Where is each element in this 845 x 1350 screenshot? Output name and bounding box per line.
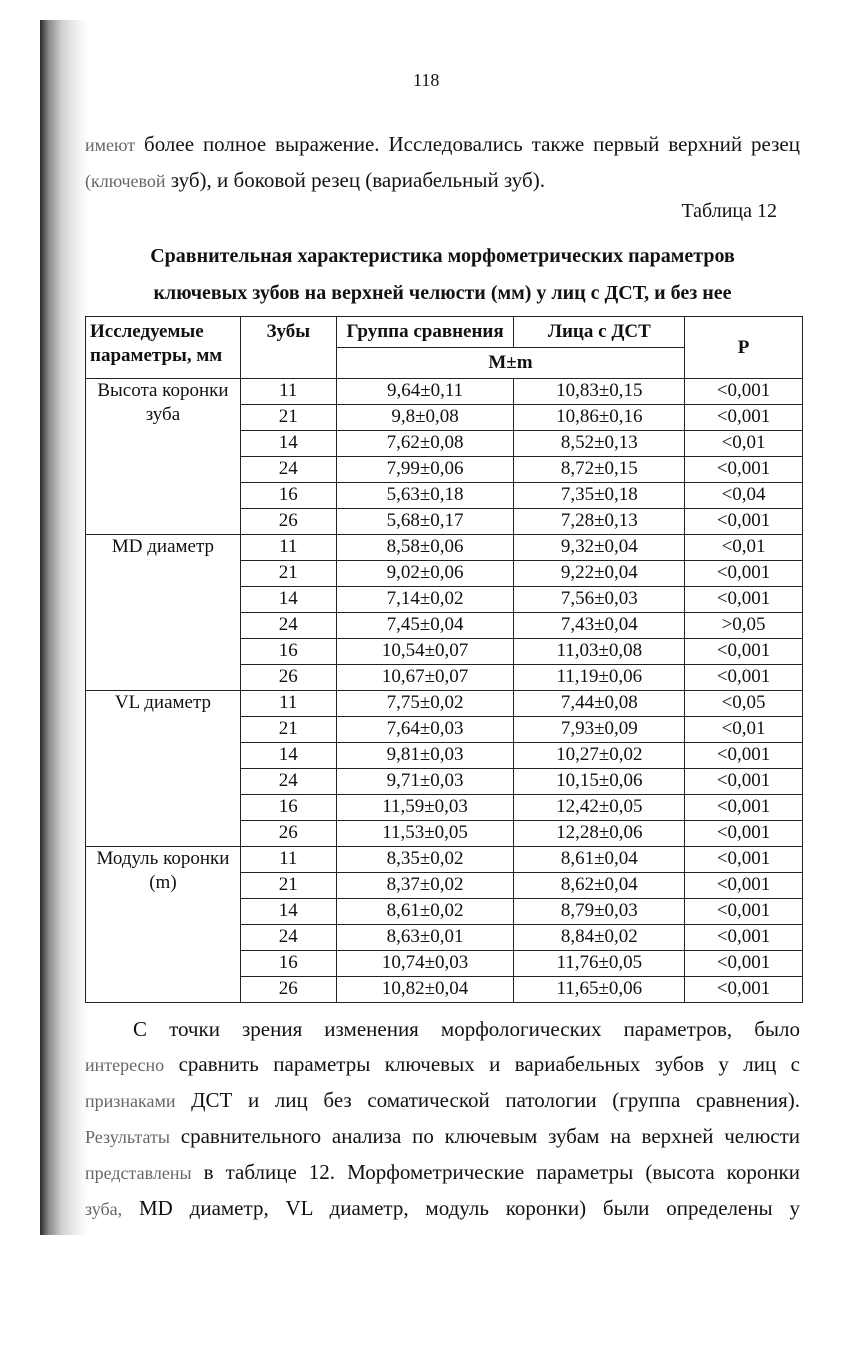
comparison-cell: 7,14±0,02 bbox=[336, 587, 514, 613]
closing-line-2 bbox=[85, 1047, 800, 1083]
header-comparison: Группа сравнения bbox=[336, 317, 514, 348]
tooth-cell: 26 bbox=[240, 977, 336, 1003]
p-cell: <0,001 bbox=[685, 925, 803, 951]
tooth-cell: 21 bbox=[240, 873, 336, 899]
p-cell: >0,05 bbox=[685, 613, 803, 639]
tooth-cell: 16 bbox=[240, 951, 336, 977]
tooth-cell: 11 bbox=[240, 691, 336, 717]
p-cell: <0,04 bbox=[685, 483, 803, 509]
dst-cell: 11,19±0,06 bbox=[514, 665, 685, 691]
p-cell: <0,001 bbox=[685, 509, 803, 535]
tooth-cell: 16 bbox=[240, 795, 336, 821]
table-row bbox=[86, 847, 803, 873]
dst-cell: 8,62±0,04 bbox=[514, 873, 685, 899]
dst-cell: 10,27±0,02 bbox=[514, 743, 685, 769]
dst-cell: 7,44±0,08 bbox=[514, 691, 685, 717]
dst-cell: 7,43±0,04 bbox=[514, 613, 685, 639]
dst-cell: 11,65±0,06 bbox=[514, 977, 685, 1003]
closing-line-5 bbox=[85, 1155, 800, 1191]
tooth-cell: 24 bbox=[240, 457, 336, 483]
comparison-cell: 8,35±0,02 bbox=[336, 847, 514, 873]
p-cell: <0,001 bbox=[685, 977, 803, 1003]
dst-cell: 11,03±0,08 bbox=[514, 639, 685, 665]
dst-cell: 10,86±0,16 bbox=[514, 405, 685, 431]
comparison-cell: 9,8±0,08 bbox=[336, 405, 514, 431]
dst-cell: 12,28±0,06 bbox=[514, 821, 685, 847]
tooth-cell: 14 bbox=[240, 899, 336, 925]
dst-cell: 8,72±0,15 bbox=[514, 457, 685, 483]
dst-cell: 12,42±0,05 bbox=[514, 795, 685, 821]
dst-cell: 7,35±0,18 bbox=[514, 483, 685, 509]
p-cell: <0,01 bbox=[685, 717, 803, 743]
tooth-cell: 21 bbox=[240, 717, 336, 743]
closing-line-6 bbox=[85, 1191, 800, 1227]
p-cell: <0,001 bbox=[685, 821, 803, 847]
tooth-cell: 21 bbox=[240, 561, 336, 587]
scan-edge-shadow bbox=[40, 20, 88, 1235]
tooth-cell: 14 bbox=[240, 743, 336, 769]
dst-cell: 10,15±0,06 bbox=[514, 769, 685, 795]
p-cell: <0,01 bbox=[685, 535, 803, 561]
comparison-cell: 10,54±0,07 bbox=[336, 639, 514, 665]
comparison-cell: 9,81±0,03 bbox=[336, 743, 514, 769]
p-cell: <0,001 bbox=[685, 743, 803, 769]
intro-line-2-lead: (ключевой bbox=[85, 171, 166, 191]
table-title-line-2: ключевых зубов на верхней челюсти (мм) у лиц с ДСТ, и без нее bbox=[153, 282, 732, 304]
dst-cell: 7,93±0,09 bbox=[514, 717, 685, 743]
param-cell: Модуль коронки (m) bbox=[86, 847, 241, 1003]
comparison-cell: 10,74±0,03 bbox=[336, 951, 514, 977]
tooth-cell: 14 bbox=[240, 431, 336, 457]
comparison-cell: 7,45±0,04 bbox=[336, 613, 514, 639]
comparison-cell: 9,02±0,06 bbox=[336, 561, 514, 587]
dst-cell: 8,61±0,04 bbox=[514, 847, 685, 873]
dst-cell: 8,79±0,03 bbox=[514, 899, 685, 925]
tooth-cell: 24 bbox=[240, 769, 336, 795]
header-mm: M±m bbox=[336, 348, 684, 379]
p-cell: <0,001 bbox=[685, 405, 803, 431]
closing-line-3-text: ДСТ и лиц без соматической патологии (группа сравнения). bbox=[175, 1088, 800, 1112]
intro-line-1 bbox=[85, 127, 800, 163]
p-cell: <0,001 bbox=[685, 639, 803, 665]
table-number: Таблица 12 bbox=[681, 200, 777, 222]
p-cell: <0,001 bbox=[685, 873, 803, 899]
closing-line-3 bbox=[85, 1083, 800, 1119]
intro-paragraph bbox=[85, 127, 800, 199]
p-cell: <0,001 bbox=[685, 379, 803, 405]
intro-line-2-text: зуб), и боковой резец (вариабельный зуб). bbox=[165, 168, 545, 192]
p-cell: <0,001 bbox=[685, 899, 803, 925]
param-cell: MD диаметр bbox=[86, 535, 241, 691]
tooth-cell: 26 bbox=[240, 665, 336, 691]
param-cell: Высота коронки зуба bbox=[86, 379, 241, 535]
table-row bbox=[86, 535, 803, 561]
tooth-cell: 16 bbox=[240, 639, 336, 665]
tooth-cell: 11 bbox=[240, 379, 336, 405]
intro-line-1-lead: имеют bbox=[85, 135, 136, 155]
table-body bbox=[86, 379, 803, 1003]
comparison-cell: 8,61±0,02 bbox=[336, 899, 514, 925]
tooth-cell: 11 bbox=[240, 847, 336, 873]
intro-line-1-text: более полное выражение. Исследовались также первый верхний резец bbox=[135, 132, 800, 156]
comparison-cell: 7,99±0,06 bbox=[336, 457, 514, 483]
dst-cell: 7,28±0,13 bbox=[514, 509, 685, 535]
table-row bbox=[86, 691, 803, 717]
tooth-cell: 21 bbox=[240, 405, 336, 431]
closing-line-4-text: сравнительного анализа по ключевым зубам на верхней челюсти bbox=[170, 1124, 800, 1148]
dst-cell: 8,84±0,02 bbox=[514, 925, 685, 951]
p-cell: <0,001 bbox=[685, 847, 803, 873]
p-cell: <0,001 bbox=[685, 795, 803, 821]
comparison-cell: 7,62±0,08 bbox=[336, 431, 514, 457]
comparison-cell: 7,75±0,02 bbox=[336, 691, 514, 717]
comparison-cell: 9,64±0,11 bbox=[336, 379, 514, 405]
dst-cell: 11,76±0,05 bbox=[514, 951, 685, 977]
closing-line-4 bbox=[85, 1119, 800, 1155]
header-param: Исследуемые параметры, мм bbox=[86, 317, 241, 379]
p-cell: <0,001 bbox=[685, 769, 803, 795]
closing-line-2-text: сравнить параметры ключевых и вариабельных зубов у лиц с bbox=[164, 1052, 800, 1076]
intro-line-2 bbox=[85, 163, 800, 199]
closing-paragraph bbox=[85, 1012, 800, 1227]
tooth-cell: 26 bbox=[240, 821, 336, 847]
comparison-cell: 8,63±0,01 bbox=[336, 925, 514, 951]
comparison-cell: 10,82±0,04 bbox=[336, 977, 514, 1003]
p-cell: <0,001 bbox=[685, 951, 803, 977]
tooth-cell: 16 bbox=[240, 483, 336, 509]
closing-line-3-lead: признаками bbox=[85, 1091, 176, 1111]
closing-line-4-lead: Результаты bbox=[85, 1127, 170, 1147]
comparison-cell: 11,53±0,05 bbox=[336, 821, 514, 847]
header-teeth: Зубы bbox=[240, 317, 336, 379]
table-row bbox=[86, 379, 803, 405]
comparison-cell: 7,64±0,03 bbox=[336, 717, 514, 743]
p-cell: <0,001 bbox=[685, 665, 803, 691]
closing-line-6-lead: зуба, bbox=[85, 1199, 123, 1219]
tooth-cell: 14 bbox=[240, 587, 336, 613]
table-title bbox=[85, 238, 800, 312]
header-dst: Лица с ДСТ bbox=[514, 317, 685, 348]
closing-line-5-text: в таблице 12. Морфометрические параметры (высота коронки bbox=[191, 1160, 800, 1184]
comparison-cell: 5,63±0,18 bbox=[336, 483, 514, 509]
comparison-cell: 9,71±0,03 bbox=[336, 769, 514, 795]
table-title-line-1: Сравнительная характеристика морфометрических параметров bbox=[150, 245, 735, 267]
param-cell: VL диаметр bbox=[86, 691, 241, 847]
tooth-cell: 26 bbox=[240, 509, 336, 535]
p-cell: <0,01 bbox=[685, 431, 803, 457]
comparison-cell: 11,59±0,03 bbox=[336, 795, 514, 821]
comparison-cell: 8,37±0,02 bbox=[336, 873, 514, 899]
dst-cell: 9,32±0,04 bbox=[514, 535, 685, 561]
tooth-cell: 11 bbox=[240, 535, 336, 561]
tooth-cell: 24 bbox=[240, 613, 336, 639]
p-cell: <0,001 bbox=[685, 561, 803, 587]
page-number: 118 bbox=[413, 70, 440, 90]
tooth-cell: 24 bbox=[240, 925, 336, 951]
dst-cell: 9,22±0,04 bbox=[514, 561, 685, 587]
p-cell: <0,001 bbox=[685, 457, 803, 483]
closing-line-6-text: MD диаметр, VL диаметр, модуль коронки) были определены у bbox=[122, 1196, 800, 1220]
p-cell: <0,05 bbox=[685, 691, 803, 717]
closing-line-2-lead: интересно bbox=[85, 1055, 165, 1075]
closing-line-5-lead: представлены bbox=[85, 1163, 192, 1183]
morphometric-table bbox=[85, 316, 803, 1003]
dst-cell: 10,83±0,15 bbox=[514, 379, 685, 405]
closing-line-1-text: С точки зрения изменения морфологических параметров, было bbox=[133, 1017, 800, 1041]
comparison-cell: 10,67±0,07 bbox=[336, 665, 514, 691]
dst-cell: 7,56±0,03 bbox=[514, 587, 685, 613]
dst-cell: 8,52±0,13 bbox=[514, 431, 685, 457]
comparison-cell: 8,58±0,06 bbox=[336, 535, 514, 561]
comparison-cell: 5,68±0,17 bbox=[336, 509, 514, 535]
header-p: P bbox=[685, 317, 803, 379]
closing-line-1 bbox=[85, 1012, 800, 1047]
p-cell: <0,001 bbox=[685, 587, 803, 613]
